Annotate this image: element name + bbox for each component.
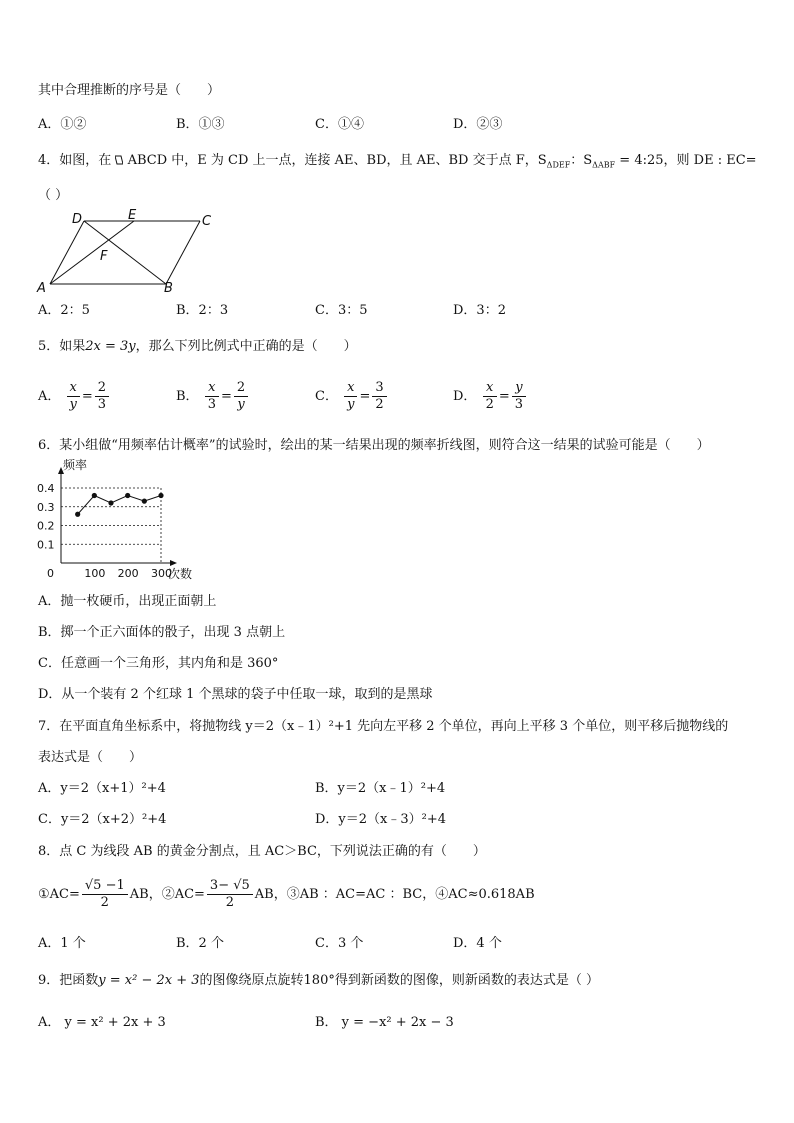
edge-ad (50, 221, 84, 284)
q5-a-num2: 2 (95, 380, 109, 397)
q4-option-c: C．3：5 (315, 303, 368, 318)
q5-d-den1: 2 (485, 397, 494, 412)
q7-option-b: B．y＝2（x﹣1）²+4 (315, 781, 446, 796)
q5-letter-b: B． (176, 389, 199, 404)
q3-stem: 其中合理推断的序号是（ ） (38, 83, 221, 98)
data-point (158, 493, 163, 498)
q8-s1-prefix: ①AC= (38, 887, 80, 902)
q9-option-b: B． y = −x² + 2x − 3 (315, 1015, 454, 1030)
y-tick-label: 0.3 (37, 500, 55, 514)
q7-stem: 7．在平面直角坐标系中，将抛物线 y＝2（x﹣1）²+1 先向左平移 2 个单位，再向上平移 3 个单位，则平移后抛物线的 (38, 719, 729, 734)
q6-option-d: D．从一个装有 2 个红球 1 个黑球的袋子中任取一球，取到的是黑球 (38, 687, 433, 702)
q8-s1-tail: AB，②AC= (129, 887, 205, 902)
label-e: E (128, 208, 137, 223)
label-f: F (100, 249, 108, 264)
q5-letter-a: A． (38, 389, 61, 404)
label-d: D (72, 212, 83, 227)
q5-c-den2: 2 (375, 397, 384, 412)
q7-option-a: A．y＝2（x+1）²+4 (38, 781, 166, 796)
q5-b-den1: 3 (207, 397, 216, 412)
q6-option-b: B．掷一个正六面体的骰子，出现 3 点朝上 (38, 625, 286, 640)
q8-option-b: B．2 个 (176, 936, 224, 951)
x-axis-title: 次数 (168, 567, 193, 581)
x-axis-arrow (170, 560, 177, 566)
q9-angle: 180° (303, 973, 335, 988)
q4-option-d: D．3：2 (453, 303, 506, 318)
q4-stem-mid: ABCD 中，E 为 CD 上一点，连接 AE、BD，且 AE、BD 交于点 F，S (127, 153, 547, 168)
q4-colon: ：S (570, 153, 593, 168)
data-point (75, 512, 80, 517)
q8-statements (38, 878, 535, 911)
frequency-line-chart (34, 455, 224, 585)
q8-s1-numerator: √5 −1 (82, 878, 128, 895)
origin-label: 0 (47, 567, 54, 580)
q5-b-den2: y (237, 397, 245, 412)
parallelogram-icon (115, 155, 123, 165)
data-point (108, 500, 113, 505)
y-tick-label: 0.2 (37, 519, 55, 533)
q4-stem-prefix: 4．如图，在 (38, 153, 112, 168)
segment-ae (50, 221, 134, 284)
q8-option-a: A．1 个 (38, 936, 86, 951)
q3-option-b: B．①③ (176, 117, 225, 132)
segment-bd (84, 221, 166, 284)
q8-s2-denominator: 2 (225, 895, 234, 910)
q4-parallelogram-figure (34, 208, 224, 298)
q8-option-d: D．4 个 (453, 936, 502, 951)
q5-b-num1: x (205, 380, 219, 397)
label-b: B (164, 281, 173, 296)
x-tick-label: 100 (84, 567, 106, 580)
q7-stem-line2: 表达式是（ ） (38, 750, 143, 765)
y-tick-label: 0.4 (37, 482, 55, 495)
q5-option-c: C． $\frac{x}{y}$ = $\frac{3}{2}$ (315, 380, 389, 413)
q5-letter-c: C． (315, 389, 338, 404)
q4-stem-line2: （ ） (38, 188, 69, 203)
series-line (78, 496, 161, 515)
edge-bc (166, 221, 200, 284)
y-tick-label: 0.1 (37, 538, 55, 552)
q5-a-num1: x (67, 380, 80, 397)
q6-option-c: C．任意画一个三角形，其内角和是 360° (38, 656, 279, 671)
q5-b-num2: 2 (234, 380, 248, 397)
q5-d-num1: x (483, 380, 497, 397)
q5-option-b: B． $\frac{x}{3}$ = $\frac{2}{y}$ (176, 380, 250, 413)
q5-d-den2: 3 (514, 397, 524, 412)
q5-equation: 2x = 3y (85, 339, 136, 354)
q4-option-b: B．2：3 (176, 303, 229, 318)
q4-sub-abf: ΔABF (592, 160, 616, 170)
q3-option-d: D．②③ (453, 117, 503, 132)
q9-option-a: A． y = x² + 2x + 3 (38, 1015, 166, 1030)
q5-stem-tail: ，那么下列比例式中正确的是（ ） (135, 339, 357, 354)
q9-stem-tail: 得到新函数的图像，则新函数的表达式是（ ） (334, 973, 599, 988)
q6-option-a: A．抛一枚硬币，出现正面朝上 (38, 594, 217, 609)
q5-a-den1: y (69, 397, 77, 412)
q8-s2-numerator: 3− √5 (207, 878, 253, 895)
q5-a-den2: 3 (97, 397, 107, 412)
q5-option-d: D． $\frac{x}{2}$ = $\frac{y}{3}$ (453, 380, 528, 413)
q5-letter-d: D． (453, 389, 477, 404)
q5-c-num2: 3 (372, 380, 386, 397)
q5-stem-prefix: 5．如果 (38, 339, 86, 354)
q7-option-d: D．y＝2（x﹣3）²+4 (315, 812, 447, 827)
label-a: A (37, 281, 46, 296)
q9-stem-mid: 的图像绕原点旋转 (199, 973, 304, 988)
q5-d-num2: y (512, 380, 526, 397)
q3-option-c: C．①④ (315, 117, 364, 132)
q9-stem-prefix: 9．把函数 (38, 973, 99, 988)
y-axis-title: 频率 (63, 458, 88, 472)
q9-stem (38, 972, 599, 990)
q9-function: y = x² − 2x + 3 (98, 973, 200, 988)
q5-c-num1: x (344, 380, 357, 397)
x-tick-label: 300 (151, 567, 172, 580)
data-point (92, 493, 97, 498)
q5-stem (38, 338, 357, 356)
q5-option-a: A． $\frac{x}{y}$ = $\frac{2}{3}$ (38, 380, 111, 413)
q8-option-c: C．3 个 (315, 936, 364, 951)
data-point (125, 493, 130, 498)
q8-stem: 8．点 C 为线段 AB 的黄金分割点，且 AC＞BC，下列说法正确的有（ ） (38, 844, 486, 859)
data-point (142, 499, 147, 504)
q7-option-c: C．y＝2（x+2）²+4 (38, 812, 167, 827)
q8-s1-denominator: 2 (100, 895, 109, 910)
q4-option-a: A．2：5 (38, 303, 90, 318)
q4-stem-tail: = 4:25，则 DE : EC= (619, 153, 757, 168)
q4-stem (38, 152, 757, 175)
q3-option-a: A．①② (38, 117, 87, 132)
q5-c-den1: y (347, 397, 355, 412)
q6-stem: 6．某小组做“用频率估计概率”的试验时，绘出的某一结果出现的频率折线图，则符合这一结果的试验可能是（ ） (38, 438, 710, 453)
q8-s2-tail: AB，③AB ：AC=AC ：BC，④AC≈0.618AB (254, 887, 535, 902)
x-tick-label: 200 (117, 567, 139, 580)
label-c: C (202, 214, 212, 229)
q4-sub-def: ΔDEF (546, 160, 571, 170)
